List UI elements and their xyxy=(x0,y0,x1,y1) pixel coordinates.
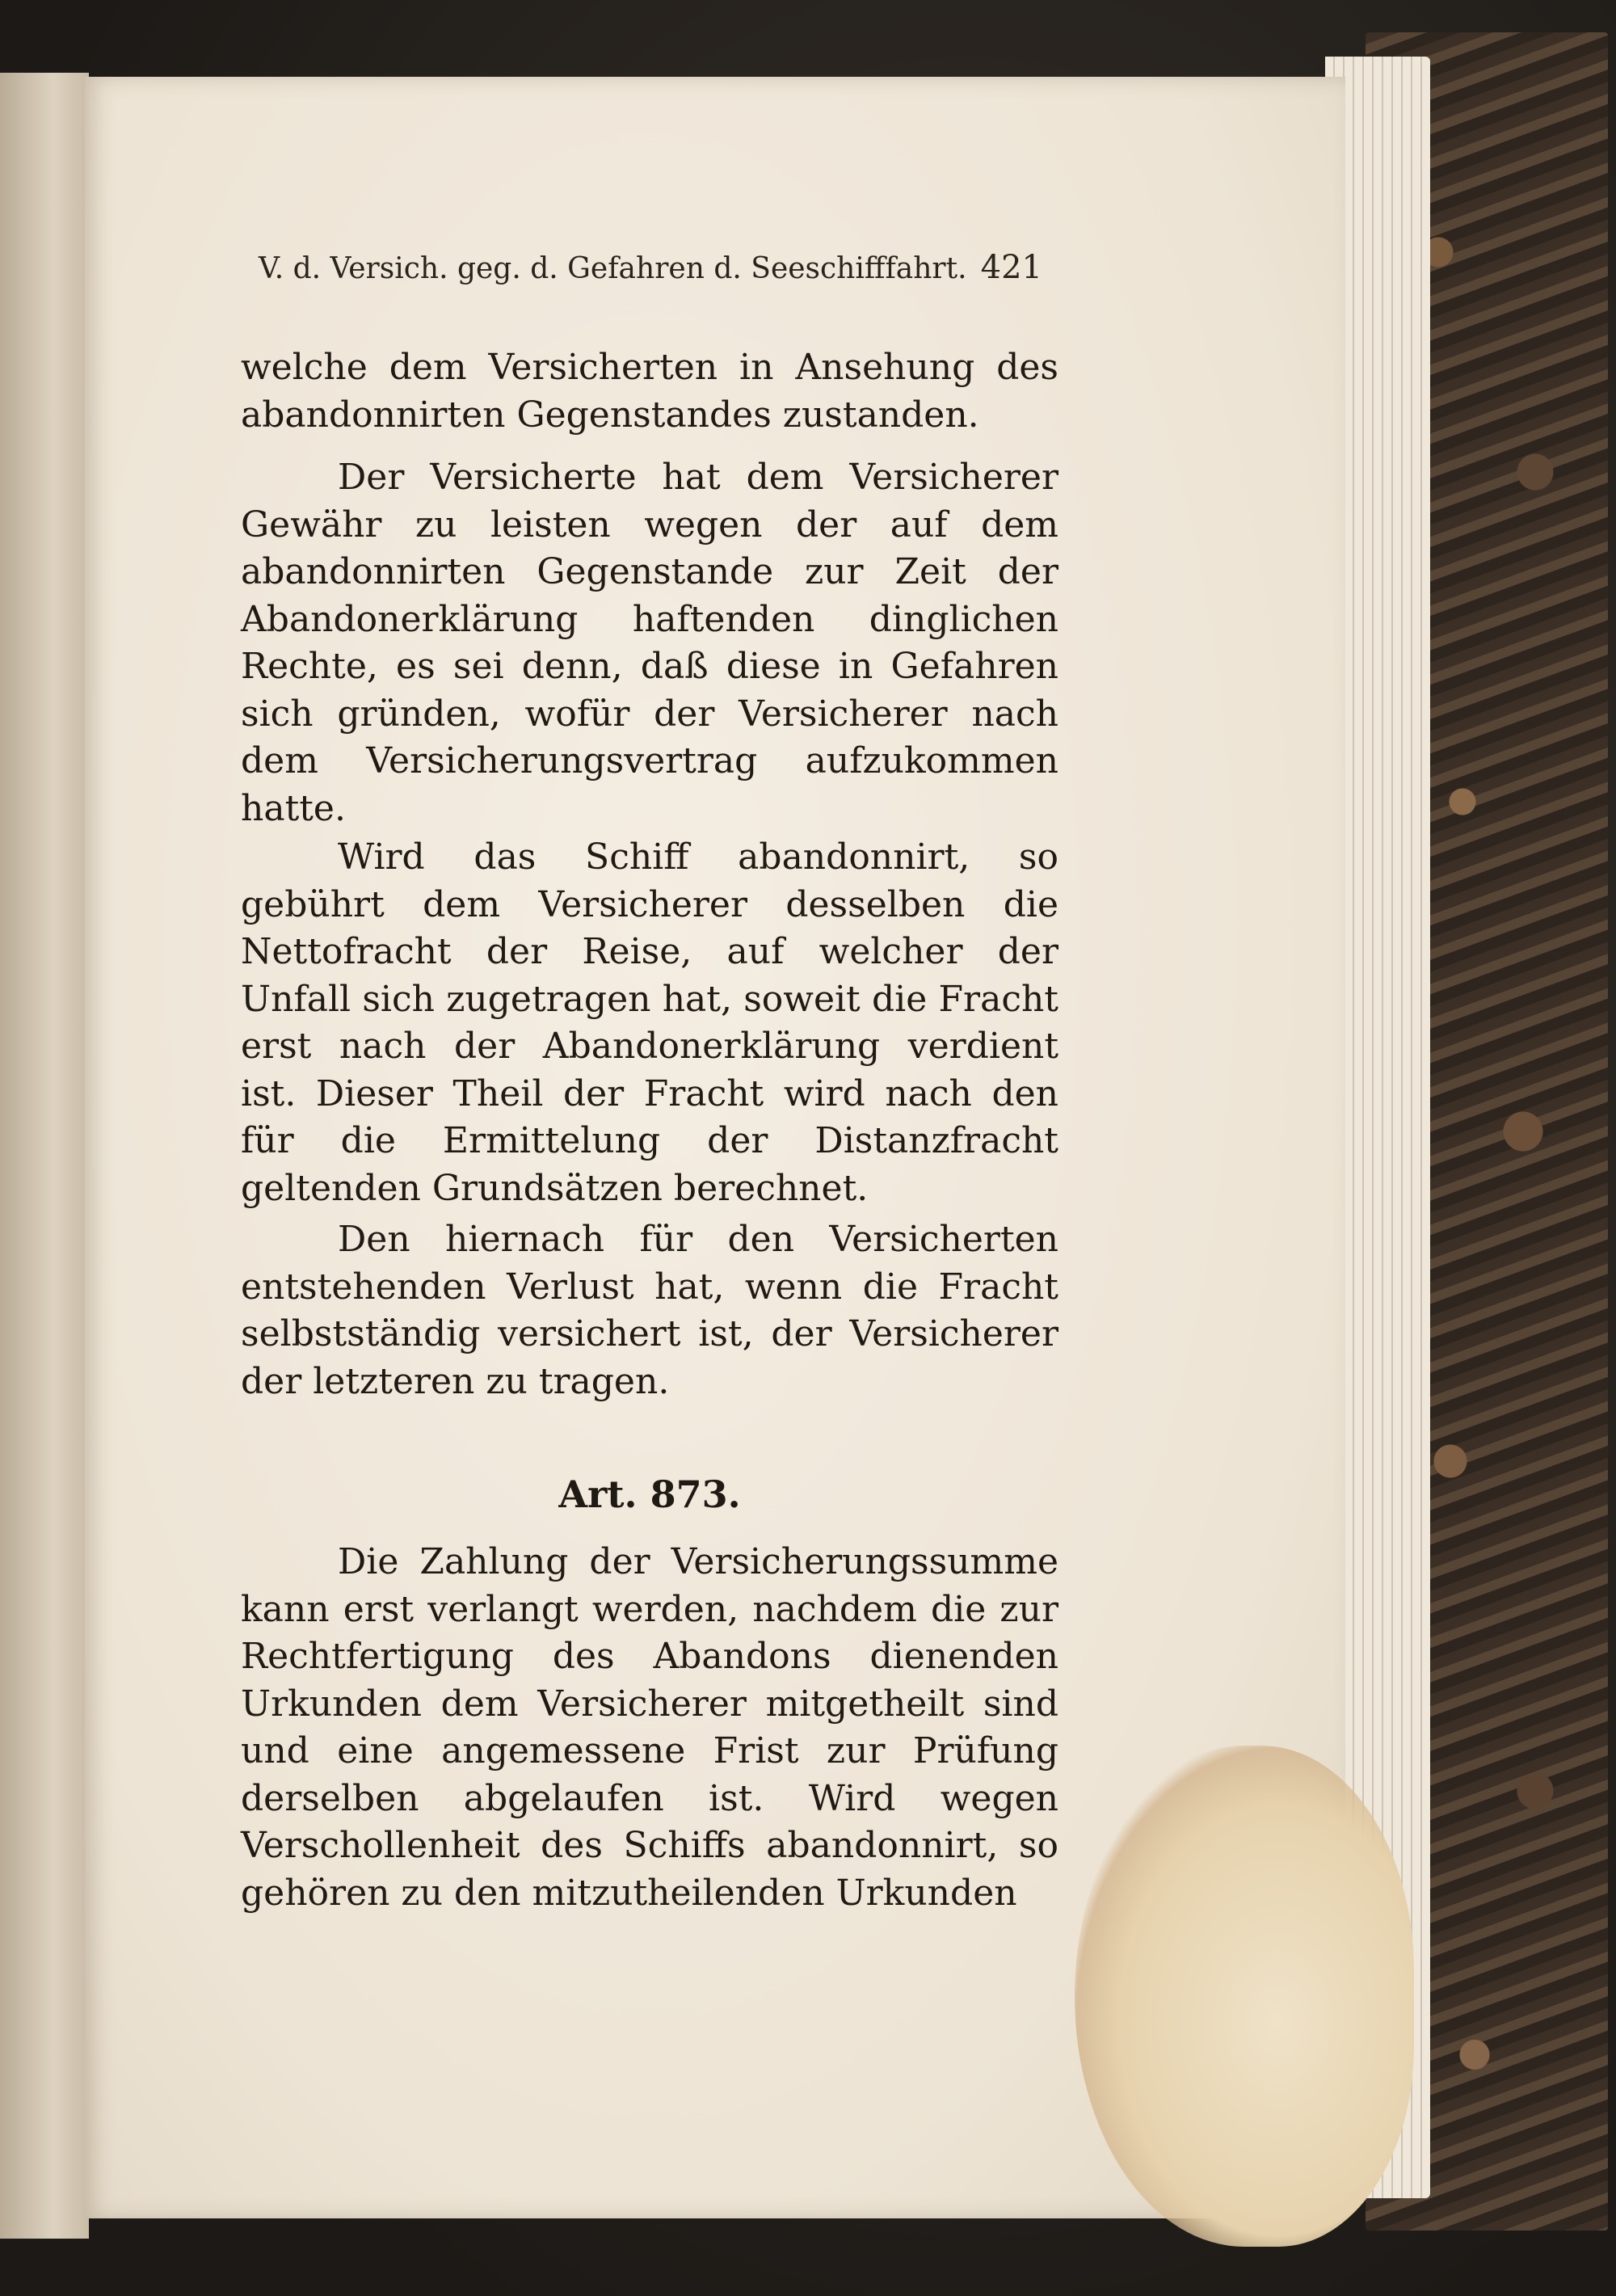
facing-page-edge xyxy=(0,73,89,2239)
paragraph-2: Der Versicherte hat dem Versicherer Gewähr zu leisten wegen der auf dem abandonnirten Gegenstande zur Zeit der Abandonerklärung haftenden dinglichen Rechte, es sei denn, daß diese in Gefahren sich gründen, wofür der Versicherer nach dem Versicherungsvertrag aufzukommen hatte. xyxy=(241,457,1058,829)
running-head-title: V. d. Versich. geg. d. Gefahren d. Seeschifffahrt. xyxy=(259,252,967,285)
paragraph-1: welche dem Versicherten in Ansehung des abandonnirten Gegenstandes zustanden. xyxy=(241,347,1058,436)
water-stain xyxy=(1075,1746,1414,2247)
running-head xyxy=(259,249,1042,286)
page-number: 421 xyxy=(980,249,1042,286)
article-heading: Art. 873. xyxy=(558,1472,741,1516)
paragraph-3: Wird das Schiff abandonnirt, so gebührt dem Versicherer desselben die Nettofracht der Reise, auf welcher der Unfall sich zugetragen hat, soweit die Fracht erst nach der Abandonerklärung verdient ist. Dieser Theil der Fracht wird nach den für die Ermittelung der Distanzfracht geltenden Grundsätzen berechnet. xyxy=(241,836,1058,1209)
paragraph-4: Den hiernach für den Versicherten entstehenden Verlust hat, wenn die Fracht selbstständig versichert ist, der Versicherer der letzteren zu tragen. xyxy=(241,1219,1058,1402)
paragraph-5: Die Zahlung der Versicherungssumme kann erst verlangt werden, nachdem die zur Rechtfertigung des Abandons dienenden Urkunden dem Versicherer mitgetheilt sind und eine angemessene Frist zur Prüfung derselben abgelaufen ist. Wird wegen Verschollenheit des Schiffs abandonnirt, so gehören zu den mitzutheilenden Urkunden xyxy=(241,1541,1058,1914)
